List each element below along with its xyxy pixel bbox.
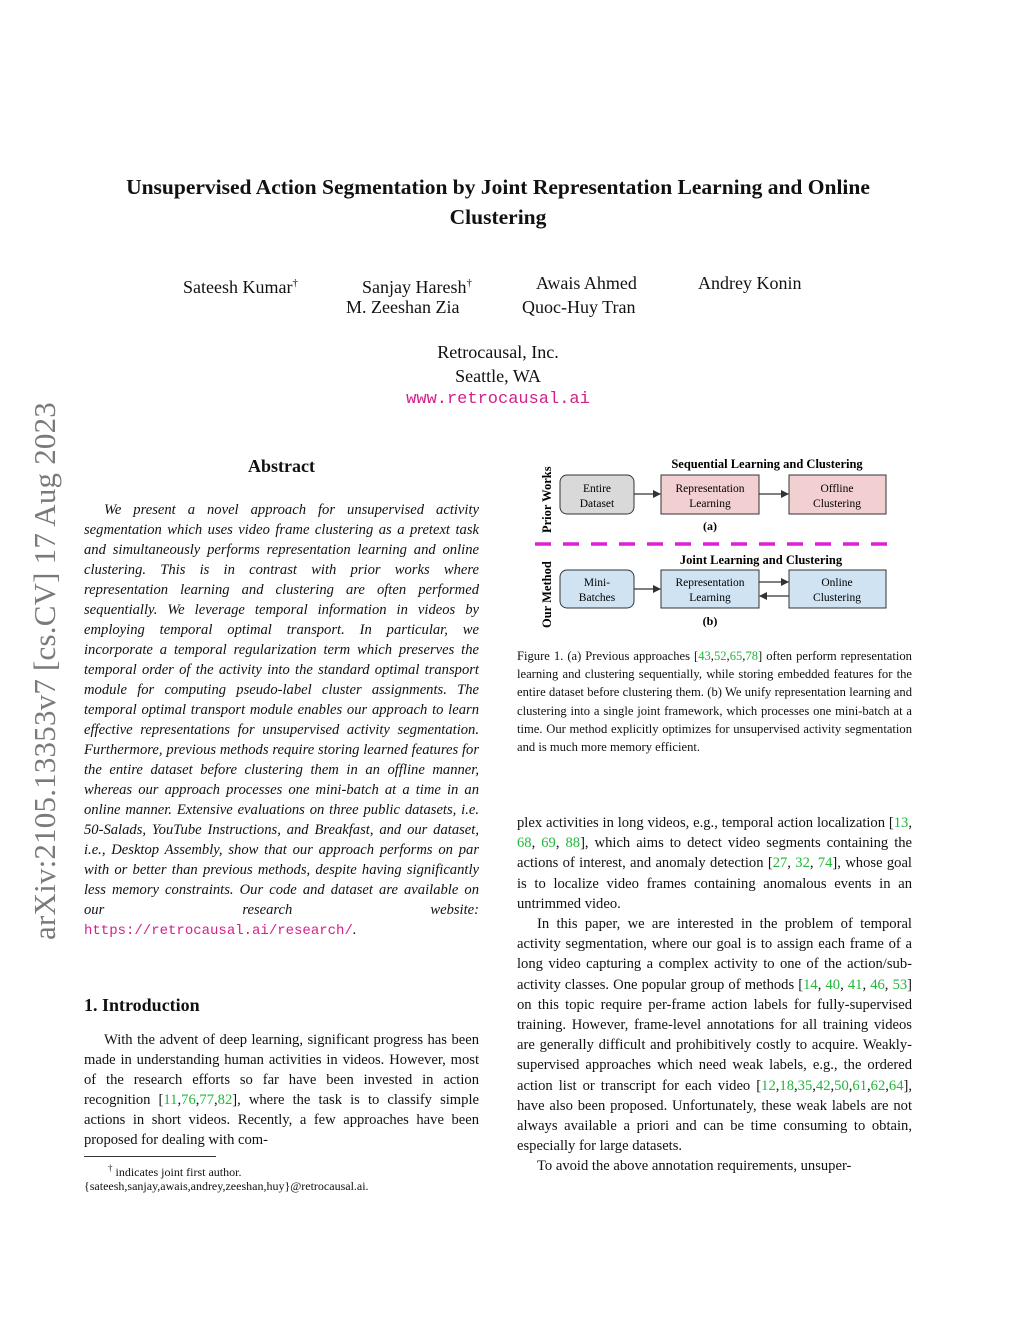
- author-name: Quoc-Huy Tran: [522, 297, 636, 317]
- box-representation-top-line2: Learning: [689, 498, 731, 510]
- citation-link[interactable]: 35: [797, 1077, 813, 1094]
- intro-heading: 1. Introduction: [84, 995, 200, 1015]
- affiliation-url[interactable]: www.retrocausal.ai: [406, 390, 590, 409]
- citation-link[interactable]: 11: [163, 1092, 178, 1108]
- citation-link[interactable]: 12: [761, 1077, 776, 1094]
- subfig-a-label: (a): [703, 519, 717, 533]
- abstract-text: We present a novel approach for unsupervised activity segmentation which uses video frame clustering as a pretext task and simultaneously performs representation learning and online clustering. This is in contrast with prior works where representation learning and clustering are often performed sequentially. We leverage temporal information in videos by employing temporal optimal transport. In particular, we incorporate a temporal regularization term which preserves the temporal order of the activity into the standard optimal transport module for computing pseudo-label cluster assignments. The temporal optimal transport module enables our approach to learn effective representations for unsupervised activity segmentation. Furthermore, previous methods require storing learned features for the entire dataset before clustering them in an offline manner, whereas our approach processes one mini-batch at a time in an online manner. Extensive evaluations on three public datasets, i.e. 50-Salads, YouTube Instructions, and Breakfast, and our dataset, i.e., Desktop Assembly, show that our approach performs on par with or better than previous methods, despite having significantly less memory constraints. Our code and dataset are available on our research website:: [84, 502, 479, 918]
- citation-link[interactable]: 52: [713, 649, 727, 663]
- citation-link[interactable]: 77: [199, 1092, 214, 1108]
- citation-link[interactable]: 82: [217, 1092, 233, 1108]
- citation-link[interactable]: 18: [779, 1077, 794, 1094]
- arxiv-stamp: arXiv:2105.13353v7 [cs.CV] 17 Aug 2023: [27, 401, 62, 940]
- subfig-b-label: (b): [702, 614, 718, 628]
- title-sequential: Sequential Learning and Clustering: [671, 457, 863, 471]
- figure-1-diagram: [530, 455, 900, 633]
- author-name: Awais Ahmed: [536, 273, 637, 293]
- citation-link[interactable]: 88: [565, 835, 581, 852]
- box-representation-bottom-line1: Representation: [675, 577, 745, 589]
- abstract-body: [84, 500, 479, 941]
- affiliation-city: Seattle, WA: [455, 365, 541, 386]
- title-joint: Joint Learning and Clustering: [679, 553, 843, 567]
- citation-link[interactable]: 41: [847, 976, 863, 993]
- citation-link[interactable]: 42: [815, 1077, 831, 1094]
- dagger-mark: †: [108, 1163, 113, 1173]
- box-online-line1: Online: [821, 577, 853, 589]
- paper-title: Unsupervised Action Segmentation by Joint Representation Learning and Online Clustering: [126, 175, 870, 229]
- right-column-body: [517, 813, 912, 1177]
- citation-link[interactable]: 64: [888, 1077, 904, 1094]
- citation-link[interactable]: 27: [772, 855, 788, 872]
- citation-link[interactable]: 53: [892, 976, 908, 993]
- dagger-mark: †: [466, 277, 472, 289]
- citation-link[interactable]: 14: [803, 976, 818, 993]
- citation-link[interactable]: 61: [852, 1077, 867, 1094]
- label-our-method: Our Method: [540, 561, 554, 628]
- box-mini-line2: Batches: [578, 592, 616, 604]
- author-name: Sateesh Kumar†: [183, 277, 298, 297]
- citation-link[interactable]: 68: [517, 835, 532, 852]
- box-entire-dataset-line1: Entire: [582, 483, 612, 495]
- paragraph: To avoid the above annotation requirements, unsuper-: [537, 1158, 852, 1175]
- paragraph: plex activities in long videos, e.g., temporal action localization [13, 68, 69, 88], which aims to detect video segments containing the actions of interest, and anomaly detection [27, 32, 74], whose goal is to localize video frames containing anomalous events in an untrimmed video.: [517, 815, 913, 912]
- footnote-rule: [84, 1156, 216, 1157]
- label-prior-works: Prior Works: [540, 466, 554, 533]
- citation-link[interactable]: 43: [698, 649, 711, 663]
- affiliation: [300, 341, 696, 412]
- author-name: Andrey Konin: [698, 273, 802, 293]
- box-online-line2: Clustering: [813, 592, 861, 604]
- research-link[interactable]: https://retrocausal.ai/research/: [84, 923, 353, 939]
- citation-link[interactable]: 62: [870, 1077, 886, 1094]
- box-entire-dataset-line2: Dataset: [579, 498, 615, 510]
- citation-link[interactable]: 76: [181, 1092, 196, 1108]
- abstract-heading: Abstract: [248, 456, 315, 476]
- box-representation-bottom-line2: Learning: [689, 592, 731, 604]
- paragraph: In this paper, we are interested in the problem of temporal activity segmentation, where our goal is to assign each frame of a long video capturing a complex activity to one of the action/sub-activity classes. One popular group of methods [14, 40, 41, 46, 53] on this topic require per-frame action labels for fully-supervised training. However, frame-level annotations for all training videos are generally difficult and prohibitively costly to acquire. Weakly-supervised approaches which need weak labels, e.g., the ordered action list or transcript for each video [12,18,35,42,50,61,62,64], have also been proposed. Unfortunately, these weak labels are not always available a priori and can be time consuming to obtain, especially for large datasets.: [517, 916, 913, 1155]
- citation-link[interactable]: 40: [825, 976, 841, 993]
- citation-link[interactable]: 78: [745, 649, 759, 663]
- dagger-mark: †: [292, 277, 298, 289]
- box-offline-line1: Offline: [820, 483, 854, 495]
- figure-caption: Figure 1. (a) Previous approaches [43,52,65,78] often perform representation learning and clustering sequentially, while storing embedded features for the entire dataset before clustering them. (b) We unify representation learning and clustering into a single joint framework, which processes one mini-batch at a time. Our method explicitly optimizes for unsupervised activity segmentation and is much more memory efficient.: [517, 649, 912, 755]
- intro-paragraph: With the advent of deep learning, significant progress has been made in understanding human activities in videos. However, most of the research efforts so far have been invested in action recognition [11,76,77,82], where the task is to classify simple actions in short videos. Recently, a few approaches have been proposed for dealing with com-: [84, 1032, 479, 1148]
- abstract-end: .: [352, 922, 357, 938]
- box-mini-line1: Mini-: [583, 577, 611, 589]
- citation-link[interactable]: 46: [870, 976, 885, 993]
- citation-link[interactable]: 69: [541, 835, 556, 852]
- footnote-joint: † indicates joint first author.: [108, 1163, 242, 1179]
- box-offline-line2: Clustering: [813, 498, 861, 510]
- affiliation-org: Retrocausal, Inc.: [437, 342, 559, 362]
- intro-text: With the advent of deep learning, significant progress has been made in understanding human activities in videos. However, most of the research efforts so far have been invested in action recognition [: [84, 1032, 479, 1108]
- author-name: M. Zeeshan Zia: [346, 297, 460, 317]
- citation-link[interactable]: 74: [817, 855, 833, 872]
- box-representation-top-line1: Representation: [675, 483, 745, 495]
- footnote-emails: {sateesh,sanjay,awais,andrey,zeeshan,huy}@retrocausal.ai.: [84, 1179, 369, 1193]
- citation-link[interactable]: 32: [795, 855, 810, 872]
- citation-link[interactable]: 13: [893, 815, 909, 831]
- citation-link[interactable]: 65: [729, 649, 743, 663]
- author-name: Sanjay Haresh†: [362, 277, 472, 297]
- intro-text: ], where the task is to classify simple actions in short videos. Recently, a few approaches have been proposed for dealing with com-: [84, 1092, 479, 1148]
- citation-link[interactable]: 50: [834, 1077, 849, 1094]
